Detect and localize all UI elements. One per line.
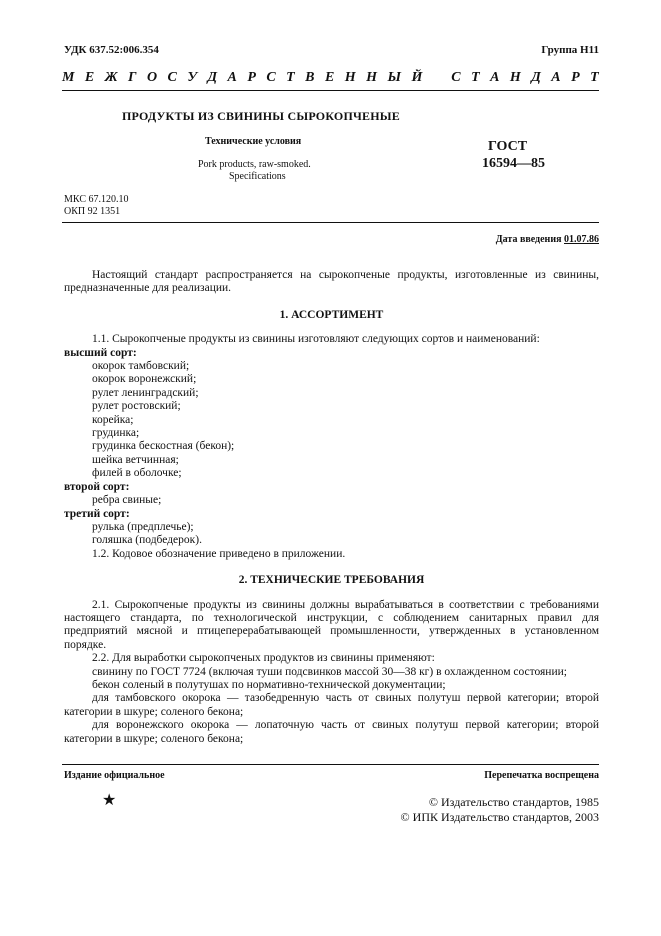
section-1-heading: 1. АССОРТИМЕНТ (279, 308, 384, 321)
header-rule (62, 90, 599, 91)
english-title: Pork products, raw-smoked. (198, 159, 311, 170)
interstate-letter: Д (531, 70, 541, 85)
grade-1-item: филей в оболочке; (92, 467, 182, 480)
intro-date-value: 01.07.86 (564, 234, 599, 245)
grade-1-label: высший сорт: (64, 346, 137, 359)
interstate-letter: Ы (387, 70, 402, 85)
english-subtitle: Specifications (229, 171, 286, 182)
interstate-letter: У (187, 70, 198, 85)
interstate-letter: Т (590, 70, 599, 85)
introduction-date (496, 234, 599, 245)
interstate-letter: Н (366, 70, 377, 85)
grade-2-item: ребра свиные; (92, 494, 162, 507)
grade-3-item: голяшка (подбедерок). (92, 534, 202, 547)
grade-2-label: второй сорт: (64, 480, 130, 493)
interstate-letter: А (551, 70, 561, 85)
grade-1-item: окорок тамбовский; (92, 360, 190, 373)
interstate-letter: Ж (104, 70, 118, 85)
interstate-letter: Т (471, 70, 480, 85)
grade-3-item: рулька (предплечье); (92, 520, 194, 533)
interstate-letter: Р (247, 70, 256, 85)
interstate-letter: С (167, 70, 177, 85)
interstate-letter: Г (128, 70, 137, 85)
interstate-letter: С (266, 70, 276, 85)
paragraph-1-2: 1.2. Кодовое обозначение приведено в приложении. (92, 547, 346, 560)
interstate-standard-banner (62, 70, 599, 86)
document-title: ПРОДУКТЫ ИЗ СВИНИНЫ СЫРОКОПЧЕНЫЕ (122, 109, 400, 123)
paragraph-2-2-c: для тамбовского окорока — тазобедренную часть от свиных полутуш первой категории; второй категории в шкуре; соленого бекона; (64, 692, 599, 718)
grade-1-item: окорок воронежский; (92, 373, 197, 386)
okp-code: ОКП 92 1351 (64, 206, 121, 217)
footer-rule (62, 764, 599, 765)
interstate-letter: В (305, 70, 315, 85)
udk-code: УДК 637.52:006.354 (64, 44, 159, 56)
star-icon: ★ (102, 792, 117, 809)
grade-2-list (64, 494, 599, 507)
classification-codes (64, 194, 128, 218)
grade-1-item: корейка; (92, 413, 134, 426)
grade-3-label: третий сорт: (64, 507, 130, 520)
reprint-prohibited-note: Перепечатка воспрещена (484, 770, 599, 781)
paragraph-2-2-b: бекон соленый в полутушах по нормативно-технической документации; (92, 678, 446, 691)
grade-1-list (64, 360, 599, 481)
section-2-heading: 2. ТЕХНИЧЕСКИЕ ТРЕБОВАНИЯ (238, 574, 425, 587)
grade-1-item: грудинка; (92, 427, 140, 440)
grade-1-item: рулет ленинградский; (92, 386, 199, 399)
paragraph-2-1: 2.1. Сырокопченые продукты из свинины должны вырабатываться в соответствии с требованиями настоящего стандарта, по технологической инструкции, с соблюдением санитарных правил для предприятий мясной и птицеперерабатывающей промышленности, утвержденных в установленном порядке. (64, 598, 599, 651)
interstate-letter: Т (286, 70, 295, 85)
interstate-letter: Д (207, 70, 218, 85)
interstate-letter: Н (509, 70, 521, 85)
document-subtitle: Технические условия (205, 136, 302, 147)
grade-1-item: грудинка бескостная (бекон); (92, 440, 235, 453)
interstate-letter: Н (344, 70, 356, 85)
interstate-letter (433, 70, 441, 86)
grade-1-item: рулет ростовский; (92, 400, 181, 413)
interstate-letter: С (451, 70, 461, 85)
codes-rule (62, 222, 599, 223)
gost-label: ГОСТ (488, 139, 528, 154)
intro-date-label: Дата введения (495, 234, 562, 245)
intro-paragraph: Настоящий стандарт распространяется на сырокопченые продукты, изготовленные из свинины, предназначенные для реализации. (64, 269, 599, 295)
document-body (64, 269, 599, 746)
gost-designation (482, 138, 545, 172)
interstate-letter: А (227, 70, 237, 85)
paragraph-2-2: 2.2. Для выработки сырокопченых продуктов из свинины применяют: (92, 652, 435, 665)
paragraph-1-1: 1.1. Сырокопченые продукты из свинины изготовляют следующих сортов и наименований: (92, 333, 540, 346)
interstate-letter: М (62, 70, 75, 85)
paragraph-2-2-a: свинину по ГОСТ 7724 (включая туши подсвинков массой 30—38 кг) в охлажденном состоянии; (92, 665, 567, 678)
grade-3-list (64, 521, 599, 548)
group-code: Группа Н11 (541, 44, 599, 56)
interstate-letter: Е (324, 70, 335, 85)
mks-code: МКС 67.120.10 (64, 194, 129, 205)
paragraph-2-2-d: для воронежского окорока — лопаточную часть от свиных полутуш первой категории; второй категории в шкуре; соленого бекона; (64, 719, 599, 745)
gost-number: 16594—85 (482, 156, 545, 171)
interstate-letter: А (490, 70, 500, 85)
interstate-letter: О (146, 70, 158, 85)
copyright-2003: © ИПК Издательство стандартов, 2003 (400, 810, 599, 824)
grade-1-item: шейка ветчинная; (92, 453, 179, 466)
interstate-letter: Е (84, 70, 95, 85)
interstate-letter: Р (571, 70, 580, 85)
official-edition-note: Издание официальное (64, 770, 165, 781)
copyright-1985: © Издательство стандартов, 1985 (428, 795, 599, 809)
interstate-letter: Й (411, 70, 423, 85)
